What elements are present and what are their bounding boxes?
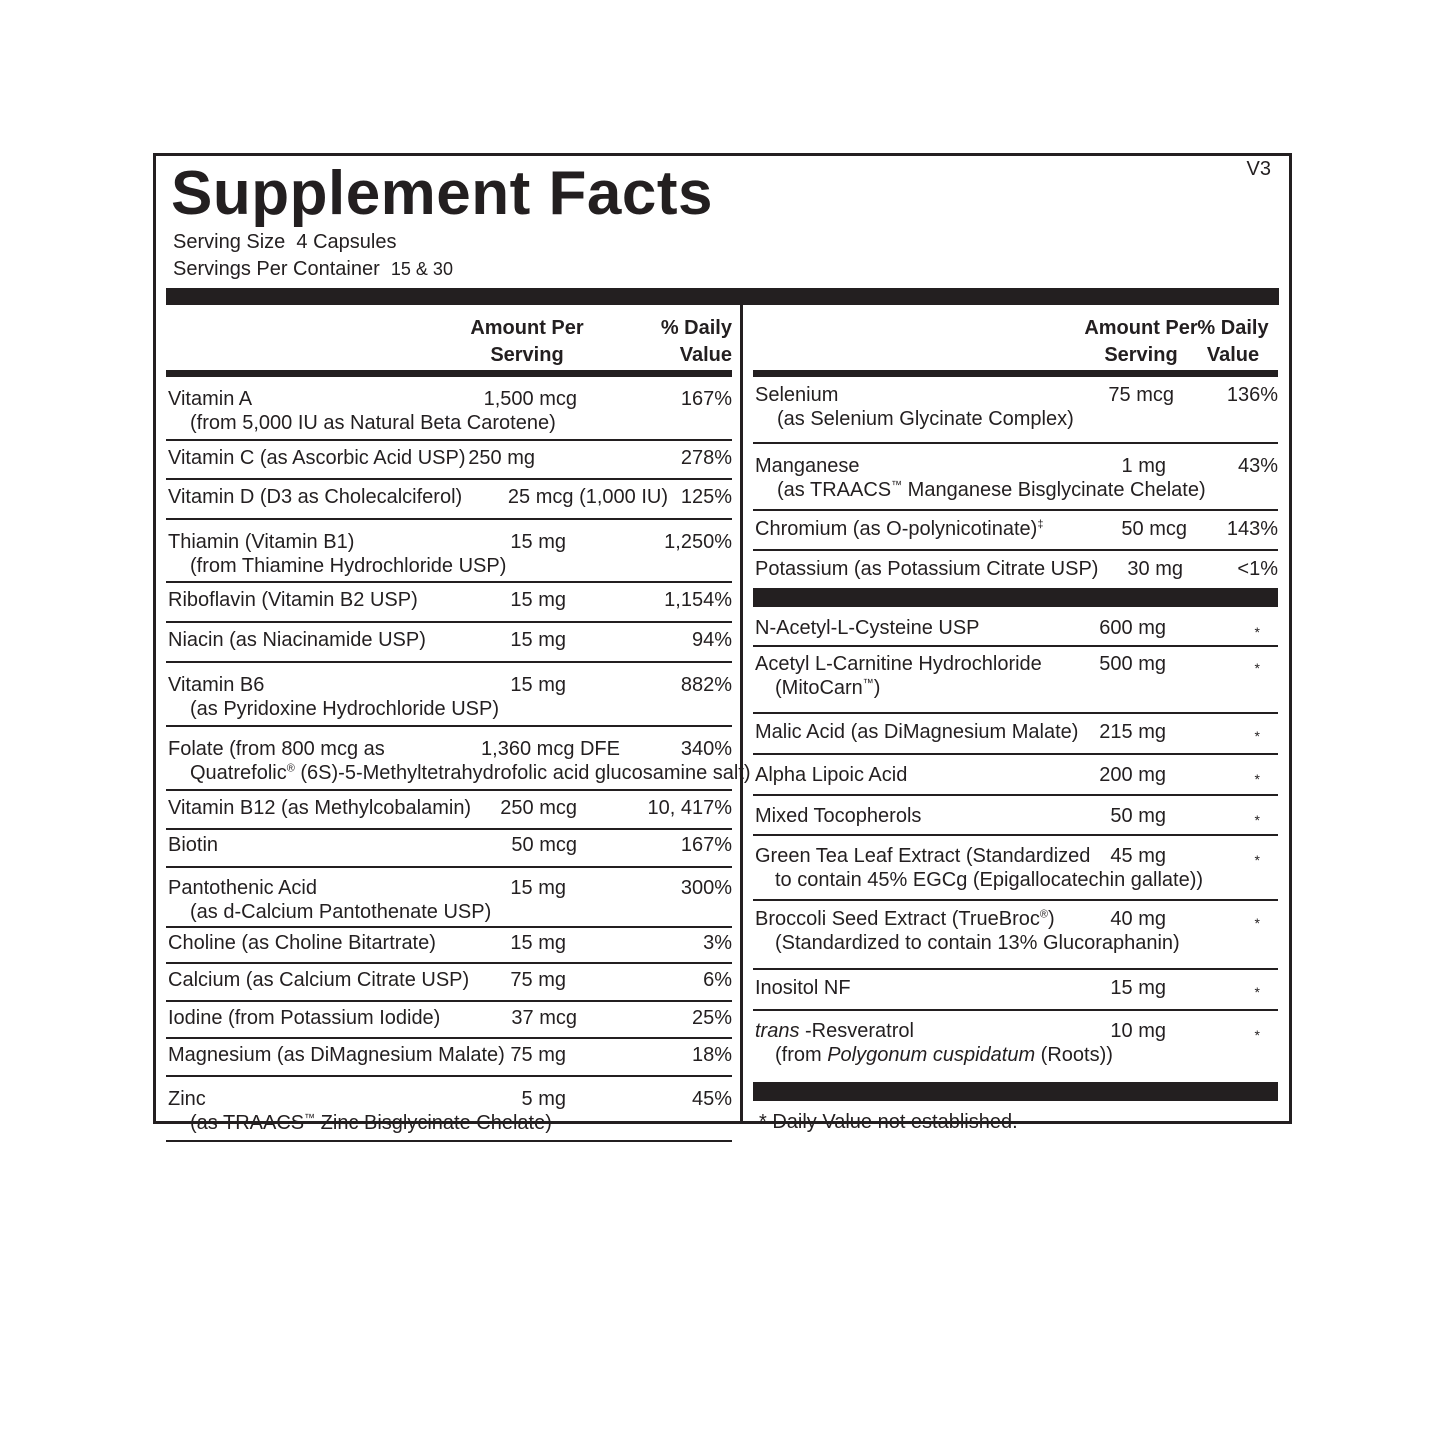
amount-per-serving: 15 mg [510,589,566,611]
daily-value: * [1254,984,1260,1000]
servings-per-container [173,258,453,281]
nutrient-source: (as d-Calcium Pantothenate USP) [190,901,492,923]
nutrient-name: Vitamin D (D3 as Cholecalciferol) [168,486,463,508]
amount-per-serving: 200 mg [1099,764,1166,786]
left-nutrient-row [166,830,732,868]
nutrient-name: Acetyl L-Carnitine Hydrochloride [755,653,1042,675]
nutrient-source: (as Selenium Glycinate Complex) [777,408,1074,430]
daily-value-header: % Daily Value [660,317,732,366]
left-nutrient-row [166,1077,732,1142]
amount-per-serving: 1 mg [1121,455,1166,477]
left-nutrient-row [166,663,732,727]
nutrient-name: Potassium (as Potassium Citrate USP) [755,558,1099,580]
nutrient-source: (as TRAACS™ Zinc Bisglycinate Chelate) [190,1112,552,1134]
nutrient-name: Zinc [168,1088,206,1110]
right-ingredient-row [753,901,1278,970]
daily-value: 18% [691,1044,732,1066]
nutrient-source: (from 5,000 IU as Natural Beta Carotene) [190,412,556,434]
left-nutrient-row [166,623,732,663]
daily-value: * [1254,915,1260,931]
left-nutrient-row [166,727,751,791]
serving-size [173,231,396,254]
page-title: Supplement Facts [171,159,713,228]
daily-value: 300% [680,877,732,899]
daily-value: * [1254,852,1260,868]
left-nutrient-list [166,377,751,1142]
nutrient-name: Vitamin B12 (as Methylcobalamin) [168,797,472,819]
nutrient-name: Green Tea Leaf Extract (Standardized [755,845,1091,867]
right-nutrient-list [753,377,1278,590]
daily-value: * [1254,660,1260,676]
nutrient-name: Manganese [755,455,860,477]
daily-value: 167% [680,834,732,856]
nutrient-name: Vitamin A [168,388,253,410]
daily-value: * [1254,728,1260,744]
right-nutrient-row [753,377,1278,444]
amount-per-serving: 75 mcg [1108,384,1174,406]
nutrient-source-mark: ™ [862,677,874,690]
left-column-header [166,305,732,377]
left-nutrient-row [166,868,732,928]
amount-per-serving: 15 mg [510,877,566,899]
amount-per-serving: 25 mcg (1,000 IU) [507,486,668,508]
nutrient-source-mark: ™ [891,479,903,492]
daily-value: 3% [703,932,732,954]
daily-value: 136% [1226,384,1278,406]
nutrient-source: Quatrefolic® (6S)-5-Methyltetrahydrofolic acid glucosamine salt) [190,762,751,784]
nutrient-name: Broccoli Seed Extract (TrueBroc®) [755,908,1055,930]
right-nutrient-row [753,511,1278,551]
left-column [166,305,751,1142]
nutrient-name: Thiamin (Vitamin B1) [168,531,355,553]
nutrient-name-mark: ® [1039,908,1049,921]
daily-value: 1,154% [664,589,732,611]
daily-value: 45% [691,1088,732,1110]
nutrient-source-italic: Polygonum cuspidatum [827,1044,1036,1066]
nutrient-name: Alpha Lipoic Acid [755,764,908,786]
right-nutrient-row [753,444,1278,511]
daily-value: 278% [680,447,732,469]
servings-per-value: 15 & 30 [390,259,453,279]
nutrient-name: N-Acetyl-L-Cysteine USP [755,617,980,639]
nutrient-name-mark: ‡ [1037,518,1044,531]
left-nutrient-row [166,964,732,1002]
left-nutrient-row [166,791,732,830]
daily-value: 43% [1237,455,1278,477]
daily-value: <1% [1237,558,1278,580]
right-ingredient-row [753,1011,1278,1084]
nutrient-name: Pantothenic Acid [168,877,317,899]
amount-per-serving: 75 mg [510,1044,566,1066]
top-divider-bar [166,288,1279,305]
amount-per-serving: 250 mg [468,447,535,469]
daily-value: * [1254,771,1260,787]
daily-value: 25% [691,1007,732,1029]
right-ingredient-row [753,607,1278,647]
left-nutrient-row [166,441,732,480]
daily-value: * [1254,812,1260,828]
right-ingredient-row [753,647,1278,714]
nutrient-name: Biotin [168,834,219,856]
column-divider [740,305,743,1121]
right-ingredient-row [753,714,1278,755]
nutrient-name: Malic Acid (as DiMagnesium Malate) [755,721,1079,743]
left-nutrient-row [166,520,732,583]
amount-per-serving: 15 mg [510,531,566,553]
left-nutrient-row [166,377,732,441]
amount-per-serving: 1,360 mcg DFE [481,738,620,760]
serving-size-label: Serving Size [173,231,286,253]
nutrient-name: Vitamin B6 [168,674,265,696]
amount-per-serving: 37 mcg [511,1007,577,1029]
supplement-facts-panel [153,153,1292,1134]
nutrient-name: Inositol NF [755,977,851,999]
amount-header: Amount Per Serving [1084,317,1198,366]
nutrient-name: Chromium (as O-polynicotinate)‡ [755,518,1044,540]
amount-per-serving: 30 mg [1127,558,1183,580]
nutrient-name: Choline (as Choline Bitartrate) [168,932,436,954]
amount-per-serving: 75 mg [510,969,566,991]
amount-per-serving: 45 mg [1110,845,1166,867]
left-nutrient-row [166,928,732,964]
nutrient-source: (from Polygonum cuspidatum (Roots)) [775,1044,1113,1066]
nutrient-name: Niacin (as Niacinamide USP) [168,629,426,651]
left-nutrient-row [166,583,732,623]
daily-value: 125% [680,486,732,508]
daily-value: * [1254,624,1260,640]
nutrient-source: to contain 45% EGCg (Epigallocatechin gallate)) [775,869,1204,891]
nutrient-name: Vitamin C (as Ascorbic Acid USP) [168,447,466,469]
footnote: * Daily Value not established. [759,1111,1018,1133]
daily-value: 1,250% [664,531,732,553]
nutrient-source: (from Thiamine Hydrochloride USP) [190,555,507,577]
daily-value: 882% [680,674,732,696]
nutrient-name: Iodine (from Potassium Iodide) [168,1007,441,1029]
right-column [753,305,1278,1134]
amount-per-serving: 1,500 mcg [483,388,577,410]
right-ingredient-list [753,607,1278,1084]
amount-per-serving: 250 mcg [500,797,577,819]
nutrient-name: Folate (from 800 mcg as [168,738,385,760]
nutrient-source: (Standardized to contain 13% Glucoraphanin) [775,932,1180,954]
daily-value: 167% [680,388,732,410]
nutrient-source: (MitoCarn™) [775,677,881,699]
left-nutrient-row [166,1039,732,1077]
nutrient-source: (as TRAACS™ Manganese Bisglycinate Chelate) [777,479,1206,501]
amount-per-serving: 15 mg [510,674,566,696]
daily-value-header: % Daily Value [1197,317,1269,366]
amount-per-serving: 15 mg [510,629,566,651]
left-nutrient-row [166,1002,732,1039]
daily-value: 10, 417% [647,797,732,819]
nutrient-source-mark: ™ [304,1112,316,1125]
nutrient-name: trans -Resveratrol [755,1020,914,1042]
daily-value: 143% [1226,518,1278,540]
nutrient-name: Calcium (as Calcium Citrate USP) [168,969,470,991]
section-divider-bar [753,590,1278,607]
right-nutrient-row [753,551,1278,590]
right-ingredient-row [753,970,1278,1011]
amount-per-serving: 15 mg [510,932,566,954]
amount-per-serving: 600 mg [1099,617,1166,639]
right-ingredient-row [753,836,1278,901]
nutrient-name: Magnesium (as DiMagnesium Malate) [168,1044,505,1066]
amount-per-serving: 50 mcg [1121,518,1187,540]
serving-size-value: 4 Capsules [296,231,397,253]
amount-header: Amount Per Serving [470,317,584,366]
right-ingredient-row [753,755,1278,796]
bottom-divider-bar [753,1084,1278,1101]
amount-per-serving: 5 mg [521,1088,566,1110]
amount-per-serving: 40 mg [1110,908,1166,930]
nutrient-source: (as Pyridoxine Hydrochloride USP) [190,698,500,720]
nutrient-name-italic: trans [755,1020,800,1042]
version-label: V3 [1246,158,1271,180]
right-ingredient-row [753,796,1278,836]
amount-per-serving: 10 mg [1110,1020,1166,1042]
nutrient-name: Selenium [755,384,839,406]
right-column-header [753,305,1278,377]
amount-per-serving: 50 mcg [511,834,577,856]
left-nutrient-row [166,480,732,520]
nutrient-source-mark: ® [286,762,295,775]
daily-value: 340% [680,738,732,760]
amount-per-serving: 215 mg [1099,721,1166,743]
daily-value: * [1254,1027,1260,1043]
servings-per-label: Servings Per Container [173,258,380,280]
amount-per-serving: 50 mg [1110,805,1166,827]
daily-value: 94% [691,629,732,651]
daily-value: 6% [703,969,732,991]
amount-per-serving: 500 mg [1099,653,1166,675]
nutrient-name: Mixed Tocopherols [755,805,922,827]
amount-per-serving: 15 mg [1110,977,1166,999]
nutrient-name: Riboflavin (Vitamin B2 USP) [168,589,418,611]
